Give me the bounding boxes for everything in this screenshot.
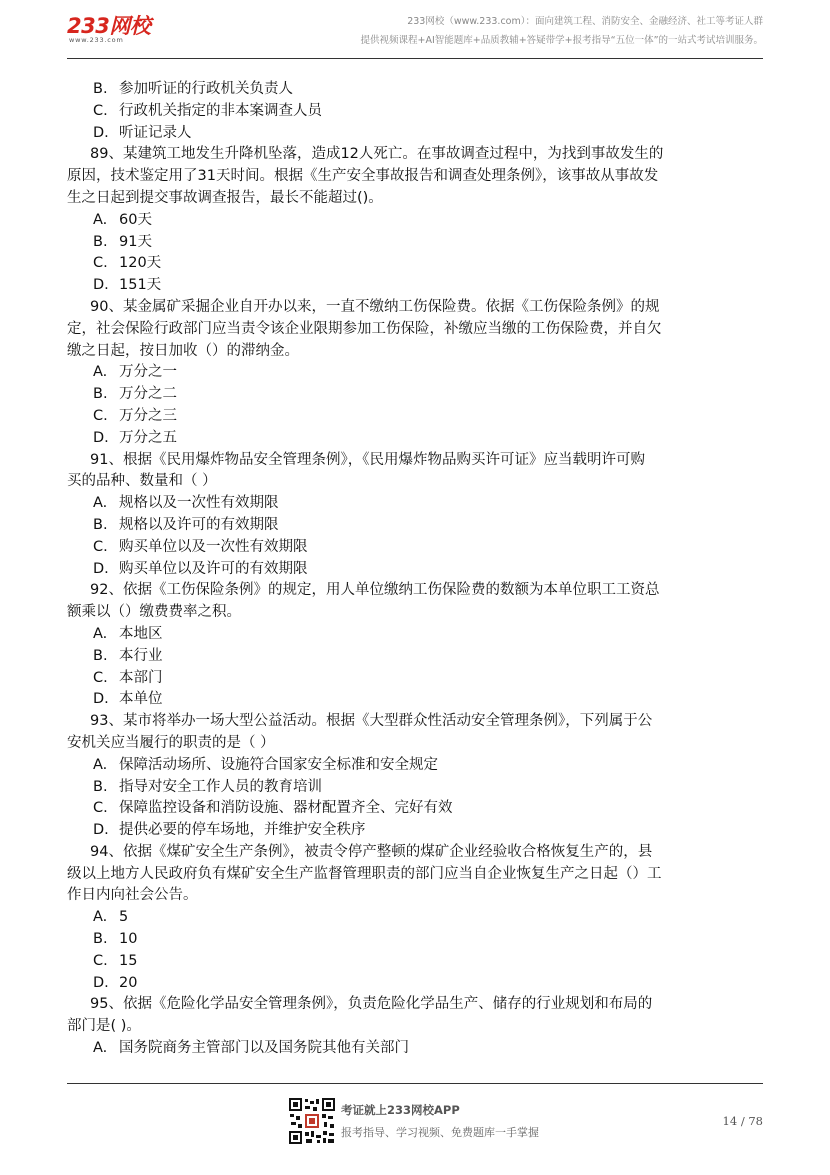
page-header <box>67 8 763 60</box>
question-text: 93、某市将举办一场大型公益活动。根据《大型群众性活动安全管理条例》，下列属于公 <box>90 713 653 730</box>
option-text: 万分之五 <box>119 429 177 446</box>
answer-option <box>67 929 763 951</box>
option-letter: D. <box>93 429 109 446</box>
question-text-continued: 额乘以（）缴费费率之积。 <box>67 604 241 621</box>
option-text: 本地区 <box>119 625 163 642</box>
answer-option <box>67 907 763 929</box>
option-text: 万分之三 <box>119 407 177 424</box>
answer-option <box>67 232 763 254</box>
logo-text: 233网校 <box>67 14 151 38</box>
answer-option <box>67 384 763 406</box>
answer-option <box>67 493 763 515</box>
option-letter: A. <box>93 1040 108 1057</box>
option-letter: B. <box>93 386 108 403</box>
option-letter: C. <box>93 669 108 686</box>
answer-option <box>67 820 763 842</box>
option-letter: A. <box>93 211 108 228</box>
option-text: 购买单位以及一次性有效期限 <box>119 538 308 555</box>
question-text-continued: 安机关应当履行的职责的是（ ） <box>67 734 275 751</box>
option-letter: C. <box>93 407 108 424</box>
option-text: 指导对安全工作人员的教育培训 <box>119 778 322 795</box>
option-letter: A. <box>93 364 108 381</box>
logo-url: www.233.com <box>69 36 124 44</box>
question-text: 94、依据《煤矿安全生产条例》，被责令停产整顿的煤矿企业经验收合格恢复生产的，县 <box>90 843 653 860</box>
answer-option <box>67 101 763 123</box>
option-text: 规格以及一次性有效期限 <box>119 495 279 512</box>
option-text: 60天 <box>119 211 152 228</box>
option-text: 购买单位以及许可的有效期限 <box>119 560 308 577</box>
answer-option <box>67 1038 763 1060</box>
answer-option <box>67 537 763 559</box>
page-number: 14 / 78 <box>722 1114 763 1128</box>
answer-option <box>67 210 763 232</box>
option-text: 20 <box>119 974 138 991</box>
option-text: 120天 <box>119 255 162 272</box>
site-logo[interactable] <box>67 10 167 50</box>
option-text: 保障活动场所、设施符合国家安全标准和安全规定 <box>119 756 438 773</box>
question-text-continued: 缴之日起，按日加收（）的滞纳金。 <box>67 342 299 359</box>
question-text-continued: 级以上地方人民政府负有煤矿安全生产监督管理职责的部门应当自企业恢复生产之日起（）工 <box>67 865 662 882</box>
option-letter: A. <box>93 625 108 642</box>
answer-option <box>67 798 763 820</box>
option-text: 15 <box>119 952 138 969</box>
option-letter: B. <box>93 81 108 97</box>
option-text: 本部门 <box>119 669 163 686</box>
option-text: 本单位 <box>119 691 163 708</box>
option-text: 本行业 <box>119 647 163 664</box>
option-letter: C. <box>93 952 108 969</box>
option-letter: A. <box>93 909 108 926</box>
question-text-continued: 买的品种、数量和（ ） <box>67 473 217 490</box>
answer-option <box>67 973 763 995</box>
option-letter: C. <box>93 102 108 119</box>
option-letter: D. <box>93 277 109 294</box>
app-promo-subtitle: 报考指导、学习视频、免费题库一手掌握 <box>341 1126 539 1139</box>
header-divider <box>67 58 763 59</box>
option-letter: C. <box>93 255 108 272</box>
option-letter: B. <box>93 516 108 533</box>
option-text: 提供必要的停车场地，并维护安全秩序 <box>119 822 366 839</box>
answer-option <box>67 689 763 711</box>
option-letter: D. <box>93 124 109 141</box>
answer-option <box>67 253 763 275</box>
question-text: 89、某建筑工地发生升降机坠落，造成12人死亡。在事故调查过程中，为找到事故发生的 <box>90 146 664 163</box>
option-text: 国务院商务主管部门以及国务院其他有关部门 <box>119 1040 409 1057</box>
option-letter: D. <box>93 691 109 708</box>
option-letter: D. <box>93 560 109 577</box>
answer-option <box>67 79 763 101</box>
question-text-continued: 作日内向社会公告。 <box>67 887 198 904</box>
answer-option <box>67 275 763 297</box>
qr-code-icon[interactable] <box>288 1097 336 1145</box>
answer-option <box>67 559 763 581</box>
answer-option <box>67 646 763 668</box>
question-text-continued: 部门是( )。 <box>67 1018 141 1035</box>
option-letter: B. <box>93 778 108 795</box>
option-text: 保障监控设备和消防设施、器材配置齐全、完好有效 <box>119 800 453 817</box>
question-text: 90、某金属矿采掘企业自开办以来，一直不缴纳工伤保险费。依据《工伤保险条例》的规 <box>90 298 660 315</box>
answer-option <box>67 668 763 690</box>
answer-option <box>67 515 763 537</box>
footer-divider <box>67 1083 763 1084</box>
question-text: 95、依据《危险化学品安全管理条例》，负责危险化学品生产、储存的行业规划和布局的 <box>90 996 653 1013</box>
option-letter: D. <box>93 822 109 839</box>
answer-option <box>67 755 763 777</box>
answer-option <box>67 123 763 145</box>
option-text: 万分之二 <box>119 386 177 403</box>
answer-option <box>67 428 763 450</box>
option-letter: B. <box>93 647 108 664</box>
option-letter: C. <box>93 800 108 817</box>
question-text-continued: 生之日起到提交事故调查报告，最长不能超过()。 <box>67 189 383 206</box>
answer-option <box>67 362 763 384</box>
app-promo-title: 考证就上233网校APP <box>341 1103 460 1117</box>
option-text: 行政机关指定的非本案调查人员 <box>119 102 322 119</box>
answer-option <box>67 624 763 646</box>
question-text: 92、依据《工伤保险条例》的规定，用人单位缴纳工伤保险费的数额为本单位职工工资总 <box>90 582 660 599</box>
option-text: 规格以及许可的有效期限 <box>119 516 279 533</box>
option-letter: B. <box>93 233 108 250</box>
question-text-continued: 原因，技术鉴定用了31天时间。根据《生产安全事故报告和调查处理条例》，该事故从事故发 <box>67 168 659 185</box>
answer-option <box>67 777 763 799</box>
option-text: 10 <box>119 931 138 948</box>
option-letter: A. <box>93 756 108 773</box>
option-text: 151天 <box>119 277 162 294</box>
answer-option <box>67 406 763 428</box>
option-letter: D. <box>93 974 109 991</box>
header-tagline-2: 提供视频课程+AI智能题库+品质教辅+答疑带学+报考指导“五位一体”的一站式考试培训服务。 <box>360 35 763 46</box>
option-letter: A. <box>93 495 108 512</box>
document-body <box>67 79 763 1060</box>
option-text: 5 <box>119 909 129 926</box>
option-letter: B. <box>93 931 108 948</box>
option-text: 听证记录人 <box>119 124 192 141</box>
question-text-continued: 定，社会保险行政部门应当责令该企业限期参加工伤保险，补缴应当缴的工伤保险费，并自欠 <box>67 320 662 337</box>
option-text: 万分之一 <box>119 364 177 381</box>
answer-option <box>67 951 763 973</box>
option-text: 参加听证的行政机关负责人 <box>119 81 293 97</box>
question-text: 91、根据《民用爆炸物品安全管理条例》，《民用爆炸物品购买许可证》应当载明许可购 <box>90 451 645 468</box>
header-tagline-1: 233网校（www.233.com）：面向建筑工程、消防安全、金融经济、社工等考证人群 <box>407 16 763 27</box>
option-text: 91天 <box>119 233 152 250</box>
option-letter: C. <box>93 538 108 555</box>
